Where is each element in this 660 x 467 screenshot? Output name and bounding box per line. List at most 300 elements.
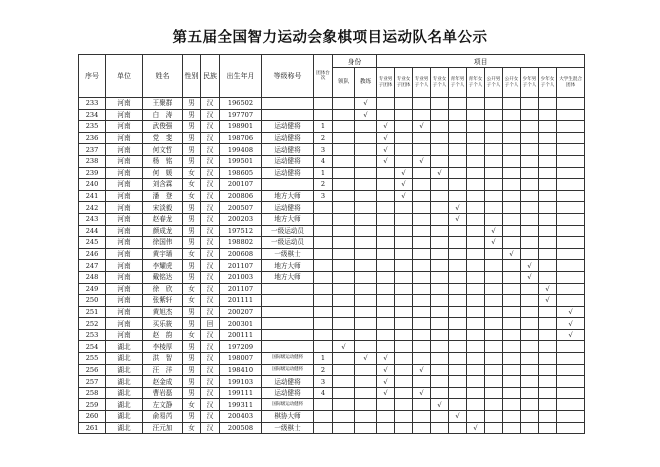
event-check-cell: √ — [377, 353, 395, 365]
event-check-cell — [539, 271, 557, 283]
event-check-cell — [557, 121, 585, 133]
event-check-cell — [557, 202, 585, 214]
leader-cell — [333, 295, 355, 307]
event-check-cell — [431, 121, 449, 133]
name-cell: 刘含霖 — [143, 179, 183, 191]
event-check-cell — [521, 248, 539, 260]
gender-cell: 男 — [183, 202, 201, 214]
event-check-cell — [467, 213, 485, 225]
event-check-cell — [467, 387, 485, 399]
roster-table — [78, 54, 585, 434]
event-check-cell — [431, 341, 449, 353]
name-cell: 党 斐 — [143, 132, 183, 144]
ethnicity-cell: 汉 — [201, 190, 220, 202]
event-check-cell — [431, 190, 449, 202]
event-check-cell — [467, 376, 485, 388]
event-check-cell — [485, 353, 503, 365]
event-check-cell — [539, 353, 557, 365]
ethnicity-cell: 汉 — [201, 260, 220, 272]
ethnicity-cell: 汉 — [201, 237, 220, 249]
unit-cell: 湖北 — [106, 411, 143, 423]
seq-cell: 241 — [79, 190, 106, 202]
event-check-cell — [467, 167, 485, 179]
event-check-cell — [503, 155, 521, 167]
event-check-cell — [431, 98, 449, 110]
event-check-cell — [485, 132, 503, 144]
event-check-cell — [485, 248, 503, 260]
event-check-cell — [485, 167, 503, 179]
event-check-cell — [467, 295, 485, 307]
birth-cell: 197512 — [220, 225, 262, 237]
leader-cell — [333, 306, 355, 318]
event-check-cell — [449, 376, 467, 388]
event-check-cell — [557, 260, 585, 272]
table-row — [79, 98, 585, 110]
seq-cell: 255 — [79, 353, 106, 365]
unit-cell: 河南 — [106, 121, 143, 133]
team-order-cell — [314, 329, 333, 341]
ethnicity-cell: 汉 — [201, 295, 220, 307]
event-check-cell — [539, 306, 557, 318]
event-check-cell — [413, 190, 431, 202]
gender-cell: 男 — [183, 121, 201, 133]
event-check-cell — [539, 318, 557, 330]
event-check-cell — [521, 422, 539, 434]
event-check-cell — [395, 271, 413, 283]
leader-cell — [333, 109, 355, 121]
name-cell: 李耀虎 — [143, 260, 183, 272]
event-check-cell — [395, 225, 413, 237]
leader-cell — [333, 202, 355, 214]
table-row — [79, 399, 585, 411]
event-check-cell — [521, 295, 539, 307]
event-check-cell — [395, 411, 413, 423]
event-check-cell — [503, 271, 521, 283]
name-cell: 白 涛 — [143, 109, 183, 121]
name-cell: 颜成龙 — [143, 225, 183, 237]
coach-cell — [355, 144, 377, 156]
coach-cell — [355, 422, 377, 434]
gender-cell: 女 — [183, 248, 201, 260]
event-check-cell — [413, 329, 431, 341]
event-check-cell — [503, 260, 521, 272]
event-check-cell — [485, 179, 503, 191]
event-check-cell — [413, 213, 431, 225]
rank-cell: 一级运动员 — [262, 225, 314, 237]
team-order-cell — [314, 248, 333, 260]
event-check-cell — [467, 190, 485, 202]
event-check-cell — [449, 353, 467, 365]
coach-cell — [355, 329, 377, 341]
table-row — [79, 179, 585, 191]
event-check-cell — [395, 155, 413, 167]
event-check-cell — [467, 98, 485, 110]
event-check-cell — [557, 167, 585, 179]
event-check-cell — [377, 422, 395, 434]
event-check-cell — [557, 248, 585, 260]
table-row — [79, 213, 585, 225]
rank-cell: 地方大师 — [262, 213, 314, 225]
team-order-cell — [314, 341, 333, 353]
event-check-cell — [521, 179, 539, 191]
event-check-cell — [431, 306, 449, 318]
rank-cell: 国际级运动健将 — [262, 353, 314, 365]
header-leader: 领队 — [333, 68, 355, 98]
event-check-cell — [431, 213, 449, 225]
seq-cell: 246 — [79, 248, 106, 260]
header-rank: 等级称号 — [262, 55, 314, 98]
event-check-cell — [521, 399, 539, 411]
event-check-cell: √ — [539, 295, 557, 307]
table-row — [79, 190, 585, 202]
event-check-cell — [539, 190, 557, 202]
event-check-cell — [539, 144, 557, 156]
leader-cell — [333, 248, 355, 260]
event-check-cell — [503, 306, 521, 318]
ethnicity-cell: 汉 — [201, 341, 220, 353]
event-check-cell — [521, 155, 539, 167]
event-check-cell: √ — [413, 121, 431, 133]
name-cell: 汪元加 — [143, 422, 183, 434]
event-check-cell — [485, 98, 503, 110]
event-check-cell: √ — [449, 411, 467, 423]
event-check-cell — [557, 399, 585, 411]
coach-cell: √ — [355, 353, 377, 365]
event-check-cell — [557, 225, 585, 237]
ethnicity-cell: 汉 — [201, 353, 220, 365]
event-check-cell — [521, 225, 539, 237]
team-order-cell — [314, 271, 333, 283]
event-check-cell — [377, 341, 395, 353]
birth-cell: 199408 — [220, 144, 262, 156]
event-check-cell — [557, 283, 585, 295]
event-check-cell: √ — [539, 283, 557, 295]
event-check-cell — [431, 422, 449, 434]
event-check-cell — [485, 213, 503, 225]
event-check-cell — [395, 121, 413, 133]
name-cell: 李棱厚 — [143, 341, 183, 353]
seq-cell: 237 — [79, 144, 106, 156]
event-check-cell: √ — [521, 271, 539, 283]
event-check-cell — [431, 329, 449, 341]
event-check-cell — [503, 399, 521, 411]
event-check-cell — [431, 144, 449, 156]
birth-cell: 198706 — [220, 132, 262, 144]
event-check-cell: √ — [395, 167, 413, 179]
name-cell: 赵春龙 — [143, 213, 183, 225]
event-check-cell — [413, 341, 431, 353]
ethnicity-cell: 汉 — [201, 329, 220, 341]
event-check-cell — [503, 353, 521, 365]
event-check-cell — [539, 167, 557, 179]
rank-cell: 一级运动员 — [262, 237, 314, 249]
birth-cell: 200507 — [220, 202, 262, 214]
event-check-cell — [431, 155, 449, 167]
rank-cell — [262, 306, 314, 318]
gender-cell: 男 — [183, 98, 201, 110]
table-row — [79, 109, 585, 121]
rank-cell: 地方大师 — [262, 190, 314, 202]
header-ethnicity: 民族 — [201, 55, 220, 98]
gender-cell: 男 — [183, 341, 201, 353]
ethnicity-cell: 汉 — [201, 144, 220, 156]
event-check-cell — [431, 364, 449, 376]
rank-cell — [262, 98, 314, 110]
table-row — [79, 295, 585, 307]
event-check-cell — [557, 179, 585, 191]
leader-cell — [333, 318, 355, 330]
rank-cell: 地方大师 — [262, 271, 314, 283]
event-check-cell — [377, 248, 395, 260]
event-check-cell — [377, 109, 395, 121]
event-check-cell — [485, 399, 503, 411]
event-check-cell — [467, 144, 485, 156]
name-cell: 王聚群 — [143, 98, 183, 110]
rank-cell: 一级棋士 — [262, 422, 314, 434]
event-check-cell — [413, 422, 431, 434]
ethnicity-cell: 汉 — [201, 202, 220, 214]
event-check-cell — [449, 225, 467, 237]
leader-cell — [333, 121, 355, 133]
event-check-cell — [521, 387, 539, 399]
event-check-cell — [467, 364, 485, 376]
header-event-1: 专业女子团体 — [395, 68, 413, 98]
event-check-cell — [503, 179, 521, 191]
name-cell: 黄宇璠 — [143, 248, 183, 260]
ethnicity-cell: 汉 — [201, 271, 220, 283]
coach-cell — [355, 167, 377, 179]
gender-cell: 男 — [183, 364, 201, 376]
event-check-cell: √ — [413, 387, 431, 399]
event-check-cell — [539, 422, 557, 434]
rank-cell — [262, 295, 314, 307]
unit-cell: 河南 — [106, 225, 143, 237]
coach-cell — [355, 376, 377, 388]
team-order-cell — [314, 399, 333, 411]
team-order-cell: 2 — [314, 179, 333, 191]
unit-cell: 河南 — [106, 98, 143, 110]
event-check-cell — [557, 155, 585, 167]
event-check-cell — [467, 132, 485, 144]
event-check-cell: √ — [449, 213, 467, 225]
event-check-cell — [377, 179, 395, 191]
event-check-cell — [521, 132, 539, 144]
leader-cell — [333, 155, 355, 167]
coach-cell — [355, 399, 377, 411]
birth-cell: 199501 — [220, 155, 262, 167]
name-cell: 买乐筱 — [143, 318, 183, 330]
event-check-cell — [503, 98, 521, 110]
team-order-cell: 1 — [314, 353, 333, 365]
unit-cell: 河南 — [106, 109, 143, 121]
birth-cell: 200403 — [220, 411, 262, 423]
event-check-cell — [539, 213, 557, 225]
gender-cell: 男 — [183, 353, 201, 365]
event-check-cell — [377, 98, 395, 110]
leader-cell — [333, 329, 355, 341]
table-row — [79, 353, 585, 365]
header-event-9: 少年女子个人 — [539, 68, 557, 98]
event-check-cell — [521, 237, 539, 249]
rank-cell: 运动健将 — [262, 132, 314, 144]
event-check-cell — [467, 155, 485, 167]
event-check-cell — [467, 260, 485, 272]
event-check-cell — [449, 295, 467, 307]
coach-cell — [355, 202, 377, 214]
gender-cell: 男 — [183, 376, 201, 388]
seq-cell: 252 — [79, 318, 106, 330]
birth-cell: 200203 — [220, 213, 262, 225]
header-unit: 单位 — [106, 55, 143, 98]
table-row — [79, 271, 585, 283]
rank-cell: 运动健将 — [262, 155, 314, 167]
team-order-cell — [314, 295, 333, 307]
unit-cell: 河南 — [106, 144, 143, 156]
event-check-cell — [521, 121, 539, 133]
ethnicity-cell: 汉 — [201, 213, 220, 225]
event-check-cell — [467, 109, 485, 121]
event-check-cell — [503, 132, 521, 144]
ethnicity-cell: 汉 — [201, 387, 220, 399]
event-check-cell — [521, 98, 539, 110]
event-check-cell — [449, 271, 467, 283]
coach-cell — [355, 306, 377, 318]
seq-cell: 248 — [79, 271, 106, 283]
event-check-cell — [395, 306, 413, 318]
event-check-cell — [503, 213, 521, 225]
unit-cell: 河南 — [106, 283, 143, 295]
table-row — [79, 283, 585, 295]
event-check-cell — [413, 109, 431, 121]
event-check-cell — [539, 225, 557, 237]
unit-cell: 河南 — [106, 190, 143, 202]
event-check-cell — [413, 399, 431, 411]
event-check-cell: √ — [413, 155, 431, 167]
coach-cell — [355, 271, 377, 283]
event-check-cell — [503, 387, 521, 399]
event-check-cell — [539, 155, 557, 167]
event-check-cell — [485, 121, 503, 133]
header-role-group: 身份 — [333, 55, 377, 68]
event-check-cell — [503, 109, 521, 121]
leader-cell — [333, 144, 355, 156]
event-check-cell: √ — [377, 376, 395, 388]
event-check-cell — [557, 144, 585, 156]
event-check-cell — [539, 132, 557, 144]
event-check-cell — [431, 411, 449, 423]
rank-cell — [262, 329, 314, 341]
event-check-cell — [449, 155, 467, 167]
unit-cell: 河南 — [106, 295, 143, 307]
event-check-cell — [503, 202, 521, 214]
gender-cell: 男 — [183, 132, 201, 144]
leader-cell — [333, 283, 355, 295]
team-order-cell: 1 — [314, 121, 333, 133]
birth-cell: 198410 — [220, 364, 262, 376]
unit-cell: 河南 — [106, 271, 143, 283]
ethnicity-cell: 汉 — [201, 422, 220, 434]
rank-cell: 运动健将 — [262, 167, 314, 179]
seq-cell: 236 — [79, 132, 106, 144]
team-order-cell: 3 — [314, 144, 333, 156]
header-event-0: 专业男子团体 — [377, 68, 395, 98]
seq-cell: 261 — [79, 422, 106, 434]
gender-cell: 男 — [183, 318, 201, 330]
event-check-cell — [449, 399, 467, 411]
event-check-cell — [413, 411, 431, 423]
event-check-cell — [449, 260, 467, 272]
event-check-cell — [449, 422, 467, 434]
event-check-cell — [539, 411, 557, 423]
event-check-cell — [539, 260, 557, 272]
rank-cell: 地方大师 — [262, 260, 314, 272]
leader-cell — [333, 364, 355, 376]
name-cell: 曹岩磊 — [143, 387, 183, 399]
seq-cell: 256 — [79, 364, 106, 376]
coach-cell — [355, 260, 377, 272]
coach-cell — [355, 121, 377, 133]
unit-cell: 湖北 — [106, 387, 143, 399]
ethnicity-cell: 汉 — [201, 283, 220, 295]
coach-cell — [355, 283, 377, 295]
event-check-cell — [395, 329, 413, 341]
event-check-cell — [539, 179, 557, 191]
rank-cell: 棋协大师 — [262, 411, 314, 423]
event-check-cell — [467, 353, 485, 365]
event-check-cell — [539, 121, 557, 133]
coach-cell: √ — [355, 98, 377, 110]
header-birth: 出生年月 — [220, 55, 262, 98]
seq-cell: 244 — [79, 225, 106, 237]
gender-cell: 女 — [183, 399, 201, 411]
leader-cell — [333, 387, 355, 399]
seq-cell: 242 — [79, 202, 106, 214]
leader-cell — [333, 132, 355, 144]
leader-cell — [333, 190, 355, 202]
event-check-cell — [395, 248, 413, 260]
unit-cell: 河南 — [106, 260, 143, 272]
name-cell: 何文哲 — [143, 144, 183, 156]
event-check-cell — [503, 121, 521, 133]
event-check-cell — [467, 306, 485, 318]
rank-cell: 一级棋士 — [262, 248, 314, 260]
event-check-cell — [485, 202, 503, 214]
event-check-cell — [503, 341, 521, 353]
unit-cell: 湖北 — [106, 399, 143, 411]
team-order-cell — [314, 225, 333, 237]
event-check-cell: √ — [557, 306, 585, 318]
gender-cell: 男 — [183, 144, 201, 156]
event-check-cell — [485, 387, 503, 399]
birth-cell: 200301 — [220, 318, 262, 330]
event-check-cell — [395, 283, 413, 295]
event-check-cell — [413, 144, 431, 156]
event-check-cell — [449, 387, 467, 399]
table-row — [79, 364, 585, 376]
table-row — [79, 237, 585, 249]
team-order-cell: 4 — [314, 155, 333, 167]
event-check-cell — [557, 387, 585, 399]
event-check-cell — [431, 179, 449, 191]
leader-cell — [333, 179, 355, 191]
event-check-cell — [503, 318, 521, 330]
event-check-cell — [449, 237, 467, 249]
coach-cell — [355, 225, 377, 237]
name-cell: 张紫轩 — [143, 295, 183, 307]
event-check-cell — [503, 144, 521, 156]
event-check-cell — [539, 202, 557, 214]
event-check-cell: √ — [557, 329, 585, 341]
